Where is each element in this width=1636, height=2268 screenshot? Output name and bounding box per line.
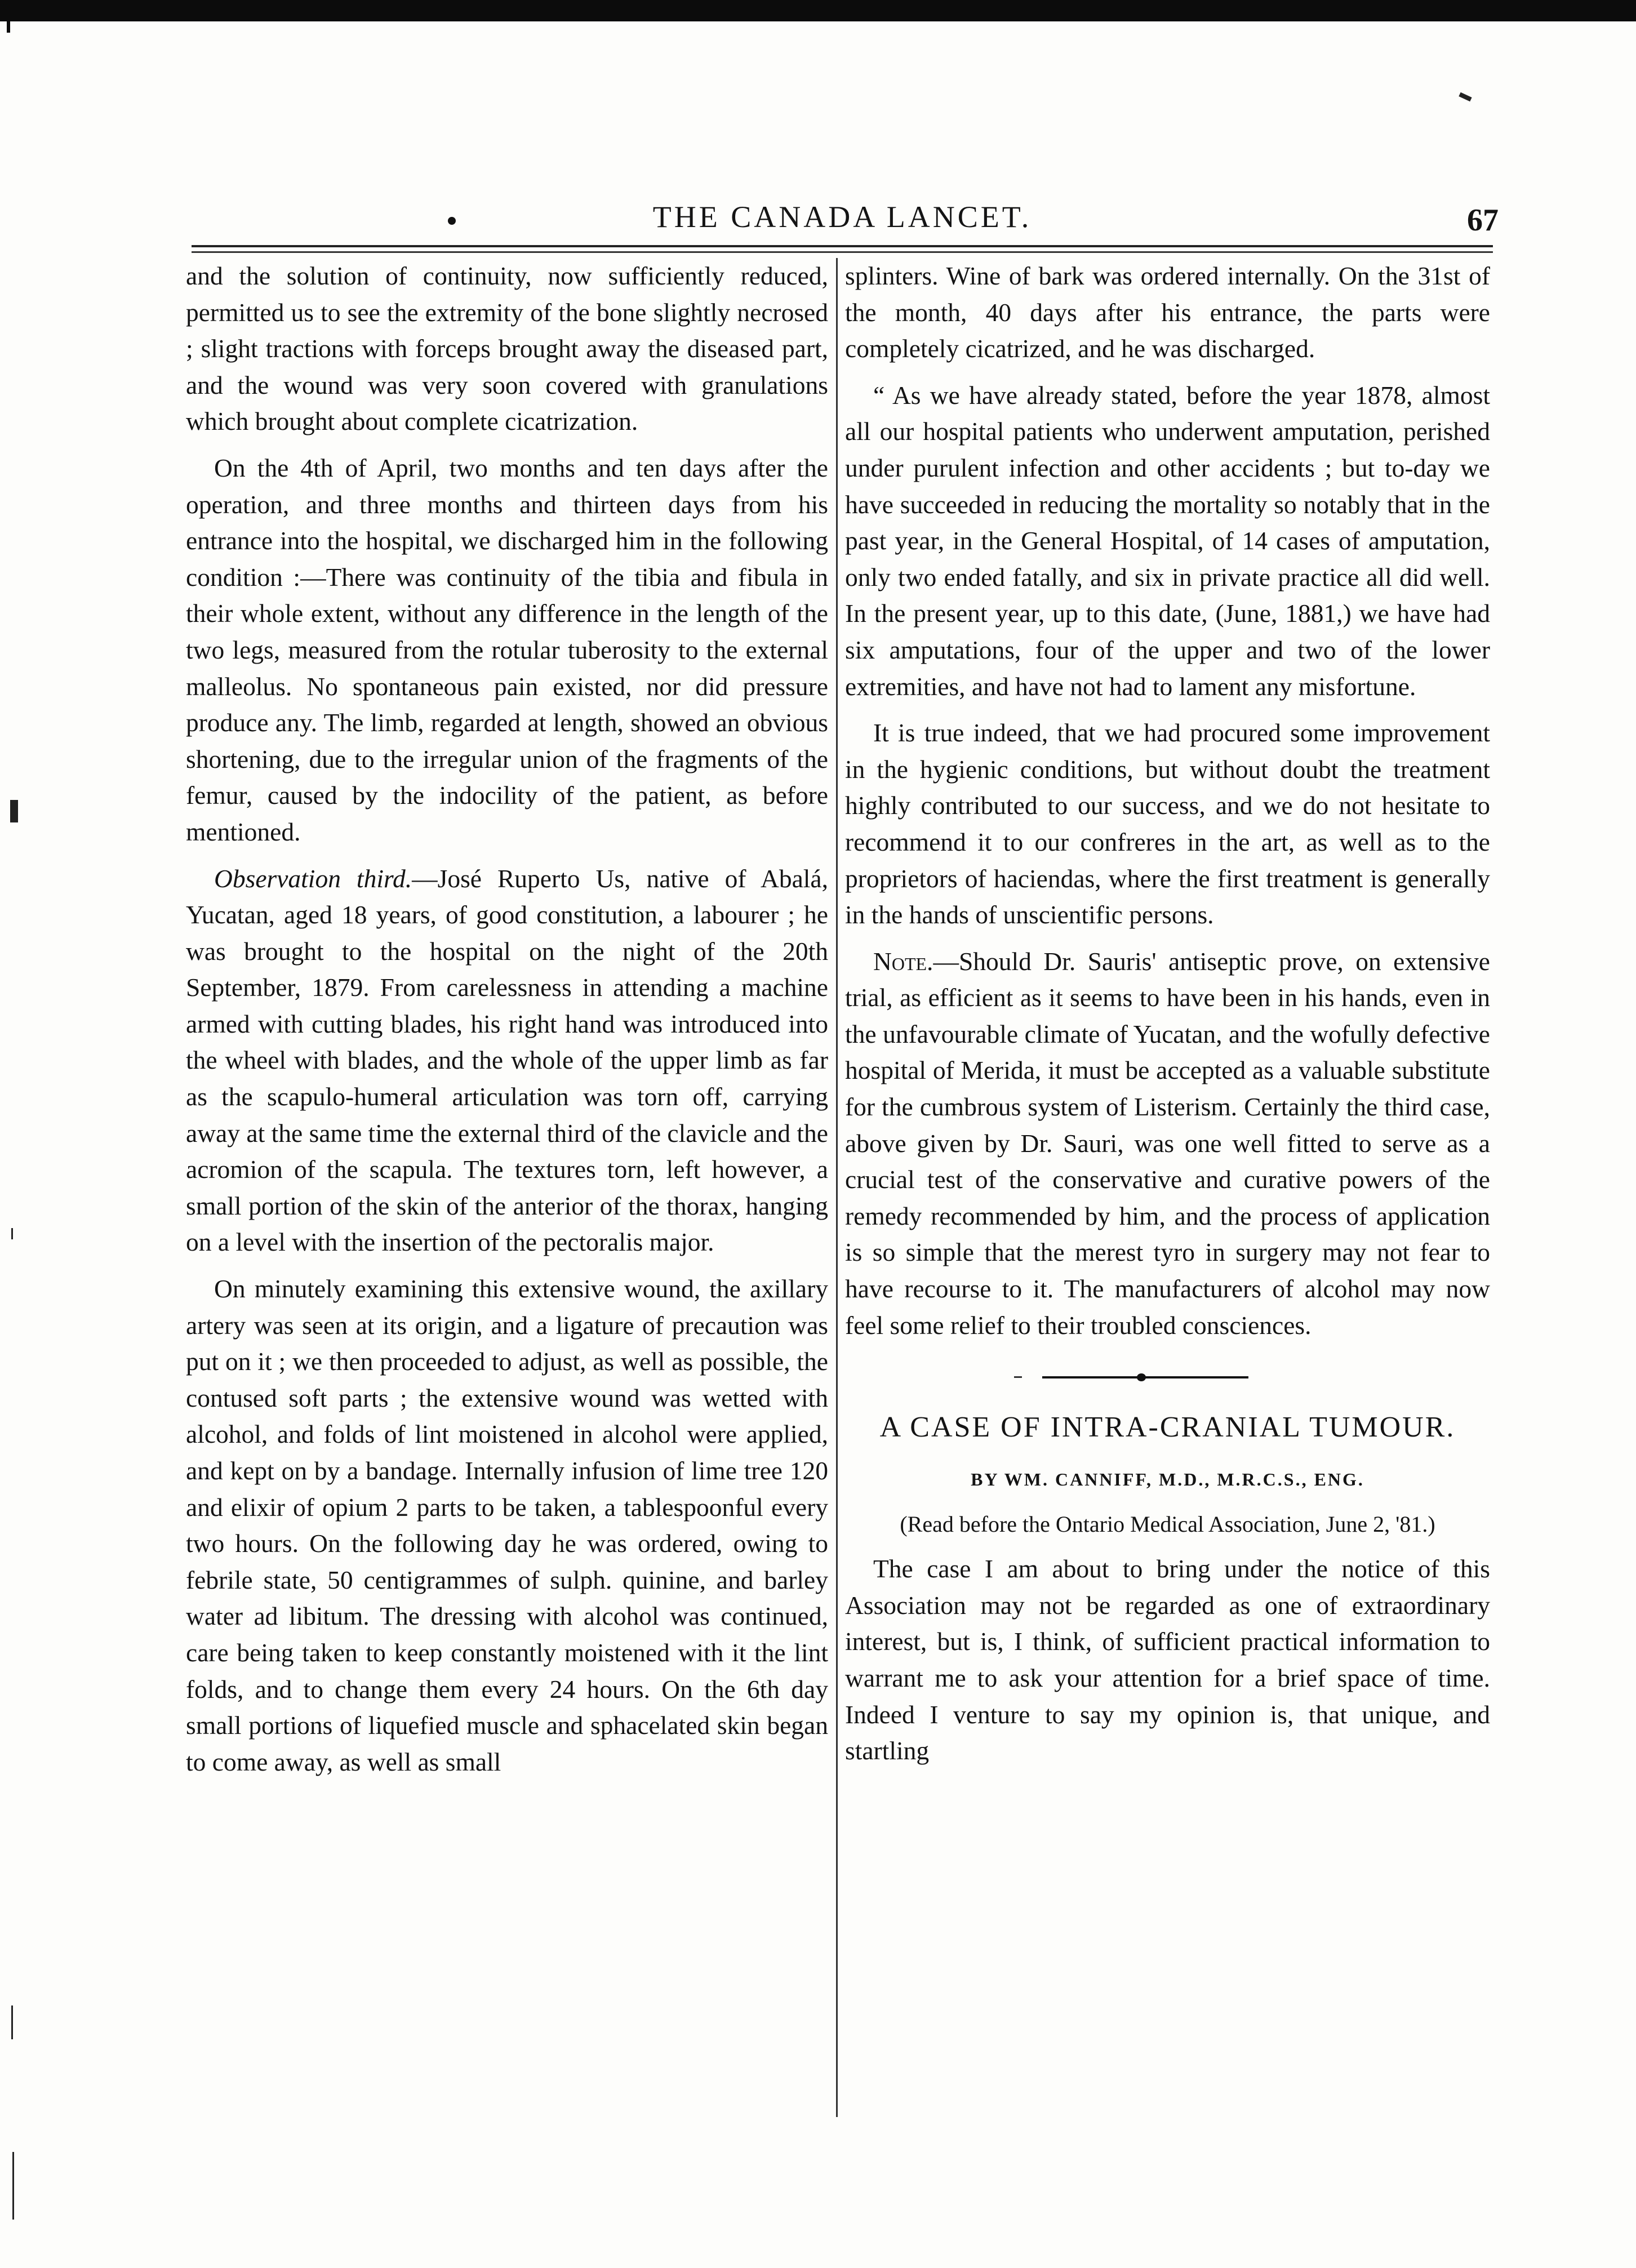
column-divider bbox=[836, 258, 838, 2117]
paragraph: and the solution of continuity, now sufficiently reduced, permitted us to see the extremity of the bone slightly necrosed ; slight tractions with forceps brought away the diseased part, and the wound was very soon covered with granulations which brought about complete cicatrization. bbox=[186, 261, 828, 436]
running-title: THE CANADA LANCET. bbox=[652, 200, 1032, 234]
margin-speck bbox=[10, 800, 18, 822]
left-column bbox=[186, 258, 828, 1780]
header-rule-thick bbox=[192, 245, 1493, 247]
margin-speck bbox=[11, 2005, 13, 2039]
note-text: —Should Dr. Sauris' antiseptic prove, on extensive trial, as efficient as it seems to have been in his hands, even in the unfavourable climate of Yucatan, and the wofully defective hospital of Merida, it must be accepted as a valuable substitute for the cumbrous system of Listerism. Certainly the third case, above given by Dr. Sauri, was one well fitted to serve as a crucial test of the conservative and curative powers of the remedy recommended by him, and the process of application is so simple that the merest tyro in surgery may not fear to have recourse to it. The manufacturers of alcohol may now feel some relief to their troubled consciences. bbox=[845, 946, 1490, 1340]
paragraph: “ As we have already stated, before the year 1878, almost all our hospital patients who underwent amputation, perished under purulent infection and other accidents ; but to-day we have succeeded in reducing the mortality so notably that in the past year, in the General Hospital, of 14 cases of amputation, only two ended fatally, and six in private practice all did well. In the present year, up to this date, (June, 1881,) we have had six amputations, four of the upper and two of the lower extremities, and have not had to lament any misfortune. bbox=[845, 380, 1490, 701]
paragraph: It is true indeed, that we had procured some improvement in the hygienic conditions, but without doubt the treatment highly contributed to our success, and we do not hesitate to recommend it to our confreres in the art, as well as to the proprietors of haciendas, where the first treatment is generally in the hands of unscientific persons. bbox=[845, 718, 1490, 930]
scan-top-border bbox=[0, 0, 1636, 21]
margin-speck bbox=[12, 2152, 14, 2220]
margin-speck bbox=[11, 1228, 13, 1239]
observation-text: —José Ruperto Us, native of Abalá, Yucatan, aged 18 years, of good constitution, a labourer ; he was brought to the hospital on the night of the 20th September, 1879. From carelessness in attending a machine armed with cutting blades, his right hand was introduced into the wheel with blades, and the whole of the upper limb as far as the scapulo-humeral articulation was torn off, carrying away at the same time the external third of the clavicle and the acromion of the scapula. The textures torn, left however, a small portion of the skin of the anterior of the thorax, hanging on a level with the insertion of the pectoralis major. bbox=[186, 864, 828, 1257]
article-title: A CASE OF INTRA-CRANIAL TUMOUR. bbox=[879, 1411, 1456, 1444]
scan-speck bbox=[1459, 92, 1471, 102]
paragraph: splinters. Wine of bark was ordered internally. On the 31st of the month, 40 days after his entrance, the parts were completely cicatrized, and he was discharged. bbox=[845, 261, 1490, 363]
page-header bbox=[186, 194, 1499, 245]
observation-heading: Observation third. bbox=[214, 864, 412, 893]
read-before-note: (Read before the Ontario Medical Association, June 2, '81.) bbox=[900, 1511, 1435, 1537]
note-label: Note. bbox=[873, 946, 933, 976]
paragraph: On the 4th of April, two months and ten days after the operation, and three months and thirteen days from his entrance into the hospital, we discharged him in the following condition :—There was continuity of the tibia and fibula in their whole extent, without any difference in the length of the two legs, measured from the rotular tuberosity to the external malleolus. No spontaneous pain existed, nor did pressure produce any. The limb, regarded at length, showed an obvious shortening, due to the irregular union of the fragments of the femur, caused by the indocility of the patient, as before mentioned. bbox=[186, 453, 828, 846]
header-rule-thin bbox=[192, 251, 1493, 253]
right-column bbox=[845, 258, 1490, 1769]
author-byline: BY WM. CANNIFF, M.D., M.R.C.S., ENG. bbox=[971, 1469, 1364, 1490]
paragraph bbox=[186, 861, 828, 1261]
note-paragraph bbox=[845, 944, 1490, 1344]
scan-edge-mark bbox=[7, 17, 10, 33]
page-number: 67 bbox=[1467, 203, 1499, 238]
paragraph: The case I am about to bring under the notice of this Association may not be regarded as one of extraordinary interest, but is, I think, of sufficient practical information to warrant me to ask your attention for a brief space of time. Indeed I venture to say my opinion is, that unique, and startling bbox=[845, 1554, 1490, 1766]
section-divider-ornament bbox=[845, 1359, 1490, 1393]
paragraph: On minutely examining this extensive wound, the axillary artery was seen at its origin, and a ligature of precaution was put on it ; we then proceeded to adjust, as well as possible, the contused soft parts ; the extensive wound was wetted with alcohol, and folds of lint moistened in alcohol were applied, and kept on by a bandage. Internally infusion of lime tree 120 and elixir of opium 2 parts to be taken, a tablespoonful every two hours. On the following day he was ordered, owing to febrile state, 50 centigrammes of sulph. quinine, and barley water ad libitum. The dressing with alcohol was continued, care being taken to keep constantly moistened with it the lint folds, and to change them every 24 hours. On the 6th day small portions of liquefied muscle and sphacelated skin began to come away, as well as small bbox=[186, 1274, 828, 1776]
